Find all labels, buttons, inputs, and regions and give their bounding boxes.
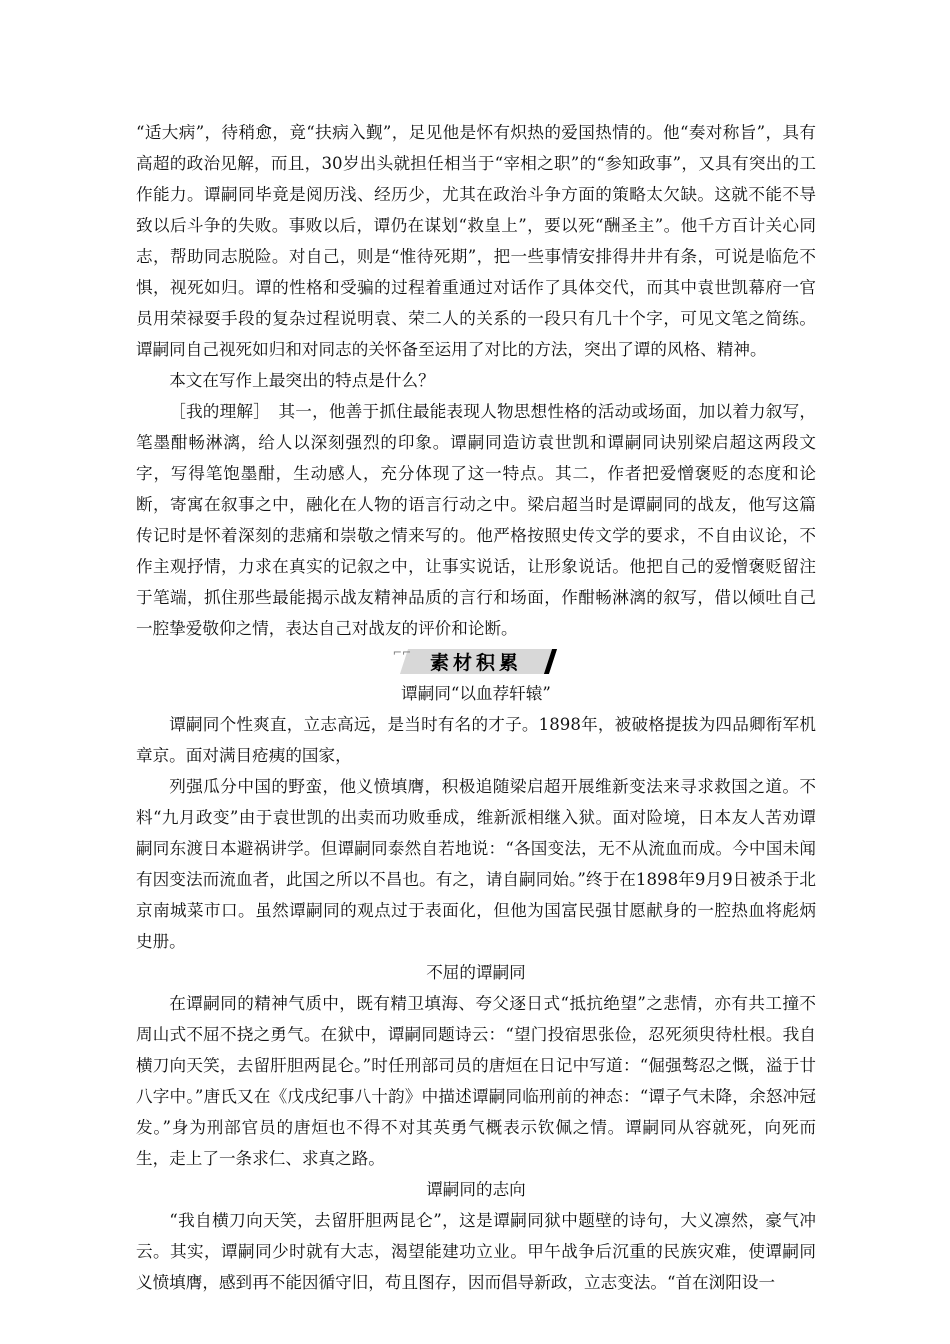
document-page: [136, 117, 816, 1298]
section-paragraph: 列强瓜分中国的野蛮，他义愤填膺，积极追随梁启超开展维新变法来寻求救国之道。不料“九月政变”由于袁世凯的出卖而功败垂成，维新派相继入狱。面对险境，日本友人苦劝谭嗣同东渡日本避祸讲学。但谭嗣同泰然自若地说：“各国变法，无不从流血而成。今中国未闻有因变法而流血者，此国之所以不昌也。有之，请自嗣同始。”终于在1898年9月9日被杀于北京南城菜市口。虽然谭嗣同的观点过于表面化，但他为国富民强甘愿献身的一腔热血将彪炳史册。: [136, 777, 816, 951]
banner-edge: [544, 649, 557, 674]
section-paragraph: 谭嗣同个性爽直，立志高远，是当时有名的才子。1898年，被破格提拔为四品卿衔军机章京。面对满目疮痍的国家，: [136, 715, 816, 765]
section-heading: 谭嗣同“以血荐轩辕”: [401, 684, 551, 703]
banner-title: 素材积累: [429, 651, 522, 674]
banner-box: [392, 645, 552, 674]
body-paragraph: “适大病”，待稍愈，竟“扶病入觐”，足见他是怀有炽热的爱国热情的。他“奏对称旨”，具有高超的政治见解，而且，30岁出头就担任相当于“宰相之职”的“参知政事”，又具有突出的工作能力。谭嗣同毕竟是阅历浅、经历少，尤其在政治斗争方面的策略太欠缺。这就不能不导致以后斗争的失败。事败以后，谭仍在谋划“救皇上”，要以死“酬圣主”。他千方百计关心同志，帮助同志脱险。对自己，则是“惟待死期”，把一些事情安排得井井有条，可说是临危不惧，视死如归。谭的性格和受骗的过程着重通过对话作了具体交代，而其中袁世凯幕府一官员用荣禄耍手段的复杂过程说明袁、荣二人的关系的一段只有几十个字，可见文笔之简练。谭嗣同自己视死如归和对同志的关怀备至运用了对比的方法，突出了谭的风格、精神。: [136, 123, 816, 359]
section-heading: 谭嗣同的志向: [426, 1180, 526, 1199]
section-banner: [136, 644, 816, 678]
banner-deco-icon: ⌐⌐: [392, 645, 412, 659]
section-paragraph: “我自横刀向天笑，去留肝胆两昆仑”，这是谭嗣同狱中题壁的诗句，大义凛然，豪气冲云。其实，谭嗣同少时就有大志，渴望能建功立业。甲午战争后沉重的民族灾难，使谭嗣同义愤填膺，感到再不能因循守旧，苟且图存，因而倡导新政，立志变法。“首在浏阳设一: [136, 1211, 816, 1292]
section-paragraph: 在谭嗣同的精神气质中，既有精卫填海、夸父逐日式“抵抗绝望”之悲情，亦有共工撞不周山式不屈不挠之勇气。在狱中，谭嗣同题诗云：“望门投宿思张俭，忍死须臾待杜根。我自横刀向天笑，去留肝胆两昆仑。”时任刑部司员的唐烜在日记中写道：“倔强骜忍之慨，溢于廿八字中。”唐氏又在《戊戌纪事八十韵》中描述谭嗣同临刑前的神态：“谭子气未降，余怒冲冠发。”身为刑部官员的唐烜也不得不对其英勇气概表示钦佩之情。谭嗣同从容就死，向死而生，走上了一条求仁、求真之路。: [136, 994, 816, 1168]
answer-paragraph: ［我的理解］ 其一，他善于抓住最能表现人物思想性格的活动或场面，加以着力叙写，笔墨酣畅淋漓，给人以深刻强烈的印象。谭嗣同造访袁世凯和谭嗣同诀别梁启超这两段文字，写得笔饱墨酣，生动感人，充分体现了这一特点。其二，作者把爱憎褒贬的态度和论断，寄寓在叙事之中，融化在人物的语言行动之中。梁启超当时是谭嗣同的战友，他写这篇传记时是怀着深刻的悲痛和崇敬之情来写的。他严格按照史传文学的要求，不自由议论，不作主观抒情，力求在真实的记叙之中，让事实说话，让形象说话。他把自己的爱憎褒贬留注于笔端，抓住那些最能揭示战友精神品质的言行和场面，作酣畅淋漓的叙写，借以倾吐自己一腔挚爱敬仰之情，表达自己对战友的评价和论断。: [136, 402, 816, 638]
section-heading: 不屈的谭嗣同: [426, 963, 526, 982]
question-paragraph: 本文在写作上最突出的特点是什么？: [169, 371, 435, 390]
